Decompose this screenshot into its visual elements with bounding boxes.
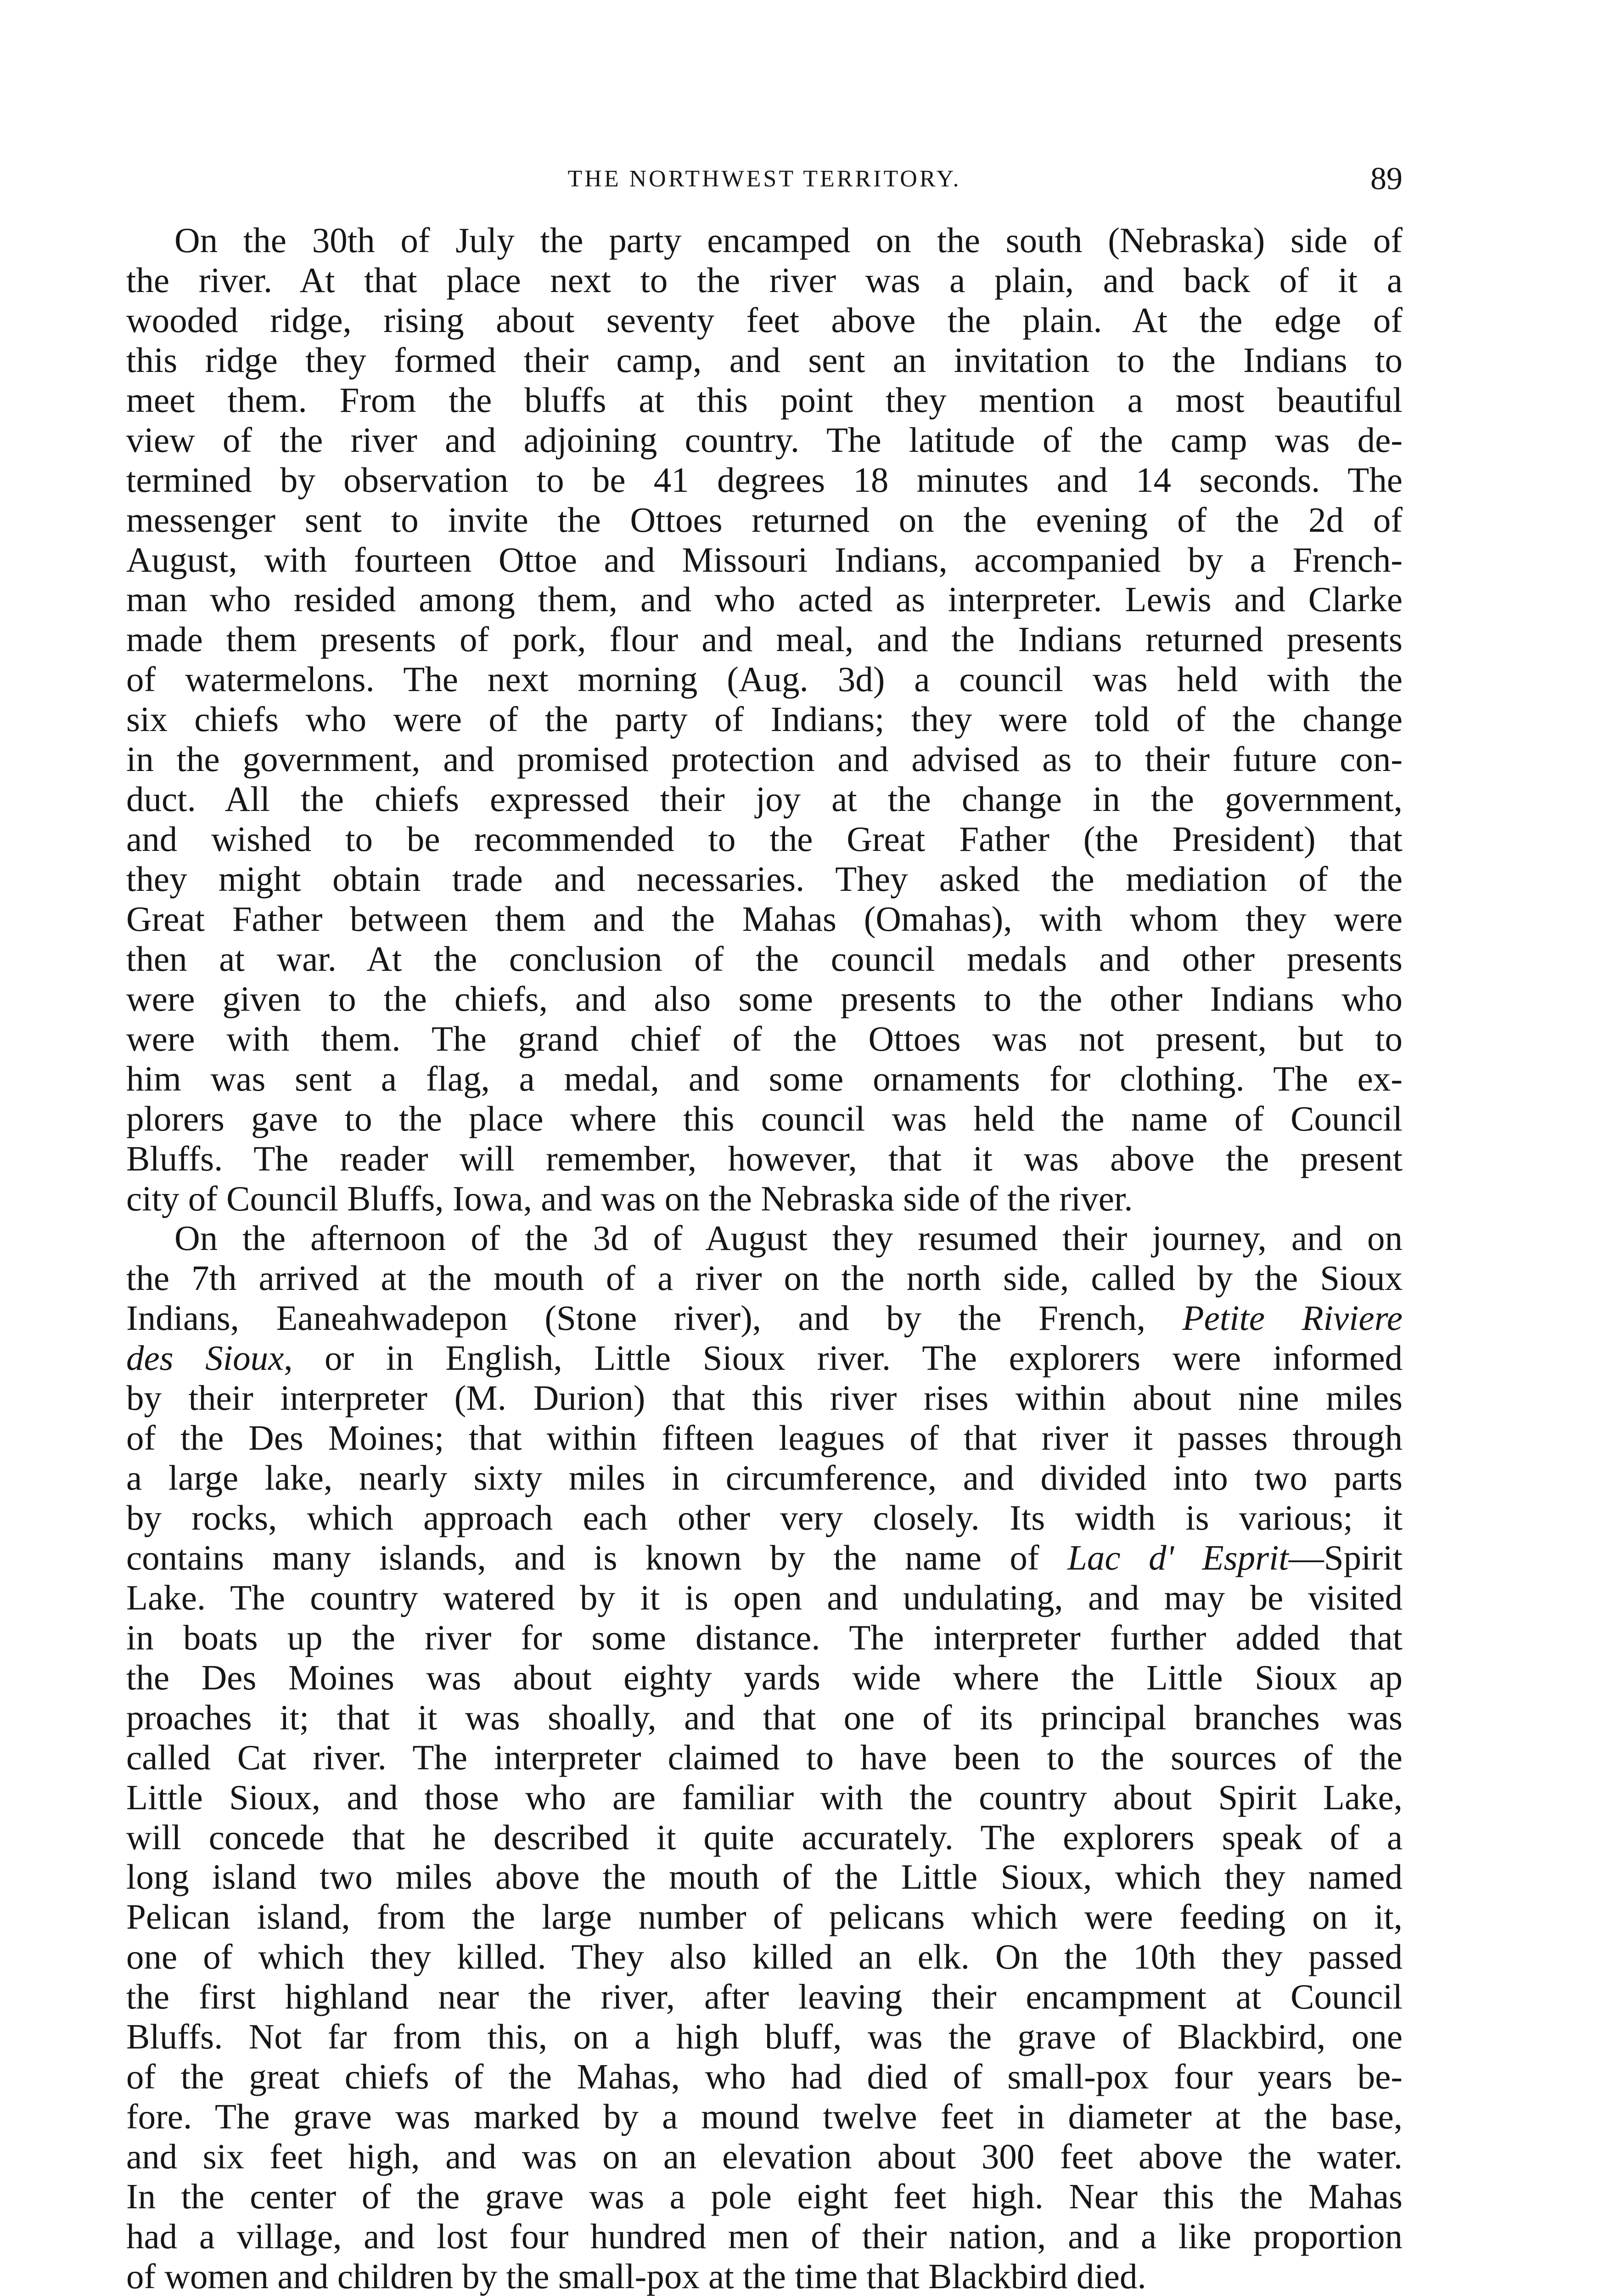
text-line: [126, 779, 1403, 819]
text-run: a large lake, nearly sixty miles in circumference, and divided into two parts: [126, 1458, 1403, 1498]
text-line: [126, 1738, 1403, 1778]
text-run: the 7th arrived at the mouth of a river on the north side, called by the Sioux: [126, 1258, 1403, 1298]
text-line: [126, 699, 1403, 739]
text-line: [126, 1258, 1403, 1298]
text-line: [126, 859, 1403, 899]
text-run: , or in English, Little Sioux river. The explorers were informed: [284, 1338, 1403, 1378]
text-line: [126, 2177, 1403, 2217]
text-line: [126, 659, 1403, 699]
text-run: of the Des Moines; that within fifteen leagues of that river it passes through: [126, 1418, 1403, 1458]
text-run: they might obtain trade and necessaries. They asked the mediation of the: [126, 859, 1403, 899]
text-line: [126, 1139, 1403, 1179]
text-run: man who resided among them, and who acted as interpreter. Lewis and Clarke: [126, 580, 1403, 619]
text-run: were with them. The grand chief of the Ottoes was not present, but to: [126, 1019, 1403, 1058]
text-line: [126, 1458, 1403, 1498]
text-line: [126, 1298, 1403, 1338]
page-number: 89: [1370, 161, 1403, 197]
text-line: [126, 2217, 1403, 2257]
text-run: one of which they killed. They also killed an elk. On the 10th they passed: [126, 1937, 1403, 1977]
text-line: [126, 220, 1403, 260]
text-line: [126, 1578, 1403, 1618]
text-line: [126, 540, 1403, 580]
text-line: [126, 420, 1403, 460]
text-run: Little Sioux, and those who are familiar with the country about Spirit Lake,: [126, 1777, 1403, 1817]
text-line: [126, 580, 1403, 619]
text-run: proaches it; that it was shoally, and that one of its principal branches was: [126, 1697, 1403, 1737]
text-line: [126, 1418, 1403, 1458]
text-line: [126, 1818, 1403, 1857]
text-run: had a village, and lost four hundred men of their nation, and a like proportion: [126, 2216, 1403, 2256]
text-run: the river. At that place next to the river was a plain, and back of it a: [126, 260, 1403, 300]
text-run: Pelican island, from the large number of pelicans which were feeding on it,: [126, 1897, 1403, 1937]
text-line: [126, 1897, 1403, 1937]
text-line: [126, 1977, 1403, 2017]
text-line: [126, 1937, 1403, 1977]
running-title: THE NORTHWEST TERRITORY.: [567, 166, 961, 192]
text-run: in boats up the river for some distance. The interpreter further added that: [126, 1617, 1403, 1657]
text-run: by rocks, which approach each other very closely. Its width is various; it: [126, 1498, 1403, 1537]
text-run: the first highland near the river, after leaving their encampment at Council: [126, 1977, 1403, 2017]
italic-text: Petite Riviere: [1182, 1298, 1403, 1338]
text-run: made them presents of pork, flour and meal, and the Indians returned presents: [126, 619, 1403, 659]
text-run: Bluffs. Not far from this, on a high bluff, was the grave of Blackbird, one: [126, 2017, 1403, 2057]
text-run: in the government, and promised protection and advised as to their future con-: [126, 739, 1403, 779]
text-line: [126, 1218, 1403, 1258]
text-line: [126, 300, 1403, 340]
text-run: were given to the chiefs, and also some presents to the other Indians who: [126, 979, 1403, 1019]
text-line: [126, 1378, 1403, 1418]
text-run: six chiefs who were of the party of Indians; they were told of the change: [126, 699, 1403, 739]
text-run: of women and children by the small-pox at the time that Blackbird died.: [126, 2256, 1146, 2296]
text-line: [126, 2097, 1403, 2137]
text-line: [126, 500, 1403, 540]
text-line: [126, 460, 1403, 500]
text-run: then at war. At the conclusion of the council medals and other presents: [126, 939, 1403, 979]
text-line: [126, 819, 1403, 859]
text-run: messenger sent to invite the Ottoes returned on the evening of the 2d of: [126, 500, 1403, 540]
text-run: Bluffs. The reader will remember, however, that it was above the present: [126, 1138, 1403, 1178]
text-line: [126, 1658, 1403, 1698]
text-line: [126, 619, 1403, 659]
text-run: and six feet high, and was on an elevation about 300 feet above the water.: [126, 2137, 1403, 2176]
text-run: In the center of the grave was a pole eight feet high. Near this the Mahas: [126, 2176, 1403, 2216]
text-line: [126, 1498, 1403, 1538]
text-line: [126, 739, 1403, 779]
body-text: [126, 220, 1403, 2296]
text-line: [126, 2057, 1403, 2097]
text-run: plorers gave to the place where this council was held the name of Council: [126, 1098, 1403, 1138]
text-run: On the afternoon of the 3d of August they resumed their journey, and on: [174, 1218, 1403, 1258]
text-run: Lake. The country watered by it is open and undulating, and may be visited: [126, 1577, 1403, 1617]
text-run: by their interpreter (M. Durion) that this river rises within about nine miles: [126, 1378, 1403, 1418]
text-line: [126, 2017, 1403, 2057]
text-line: [126, 340, 1403, 380]
text-line: [126, 1618, 1403, 1658]
text-run: long island two miles above the mouth of the Little Sioux, which they named: [126, 1857, 1403, 1897]
text-line: [126, 1059, 1403, 1099]
running-head: [126, 158, 1403, 200]
text-line: [126, 260, 1403, 300]
italic-text: Lac d' Esprit: [1067, 1537, 1289, 1577]
text-run: view of the river and adjoining country. The latitude of the camp was de-: [126, 420, 1403, 460]
text-run: wooded ridge, rising about seventy feet above the plain. At the edge of: [126, 300, 1403, 340]
text-run: meet them. From the bluffs at this point they mention a most beautiful: [126, 380, 1403, 420]
text-line: [126, 1099, 1403, 1139]
text-run: the Des Moines was about eighty yards wide where the Little Sioux ap: [126, 1657, 1403, 1697]
text-run: duct. All the chiefs expressed their joy at the change in the government,: [126, 779, 1403, 819]
text-run: August, with fourteen Ottoe and Missouri Indians, accompanied by a French-: [126, 540, 1403, 580]
text-run: Great Father between them and the Mahas (Omahas), with whom they were: [126, 899, 1403, 939]
text-line: [126, 1338, 1403, 1378]
italic-text: des Sioux: [126, 1338, 284, 1378]
text-run: fore. The grave was marked by a mound twelve feet in diameter at the base,: [126, 2097, 1403, 2137]
text-line: [126, 979, 1403, 1019]
text-line: [126, 380, 1403, 420]
text-run: of watermelons. The next morning (Aug. 3d) a council was held with the: [126, 659, 1403, 699]
text-run: this ridge they formed their camp, and sent an invitation to the Indians to: [126, 340, 1403, 380]
text-line: [126, 1179, 1403, 1219]
text-run: On the 30th of July the party encamped on the south (Nebraska) side of: [174, 220, 1403, 260]
text-run: called Cat river. The interpreter claimed to have been to the sources of the: [126, 1737, 1403, 1777]
text-line: [126, 1019, 1403, 1059]
text-run: will concede that he described it quite accurately. The explorers speak of a: [126, 1817, 1403, 1857]
text-line: [126, 1778, 1403, 1818]
text-line: [126, 2257, 1403, 2296]
text-line: [126, 2137, 1403, 2177]
text-run: him was sent a flag, a medal, and some ornaments for clothing. The ex-: [126, 1058, 1403, 1098]
text-line: [126, 1857, 1403, 1897]
text-line: [126, 899, 1403, 939]
text-run: of the great chiefs of the Mahas, who had died of small-pox four years be-: [126, 2057, 1403, 2097]
text-run: contains many islands, and is known by the name of: [126, 1537, 1068, 1577]
text-run: —Spirit: [1288, 1537, 1403, 1577]
text-run: termined by observation to be 41 degrees 18 minutes and 14 seconds. The: [126, 460, 1403, 500]
text-run: Indians, Eaneahwadepon (Stone river), and by the French,: [126, 1298, 1183, 1338]
text-line: [126, 939, 1403, 979]
text-run: and wished to be recommended to the Great Father (the President) that: [126, 819, 1403, 859]
text-line: [126, 1698, 1403, 1738]
text-line: [126, 1538, 1403, 1578]
text-run: city of Council Bluffs, Iowa, and was on the Nebraska side of the river.: [126, 1178, 1133, 1218]
